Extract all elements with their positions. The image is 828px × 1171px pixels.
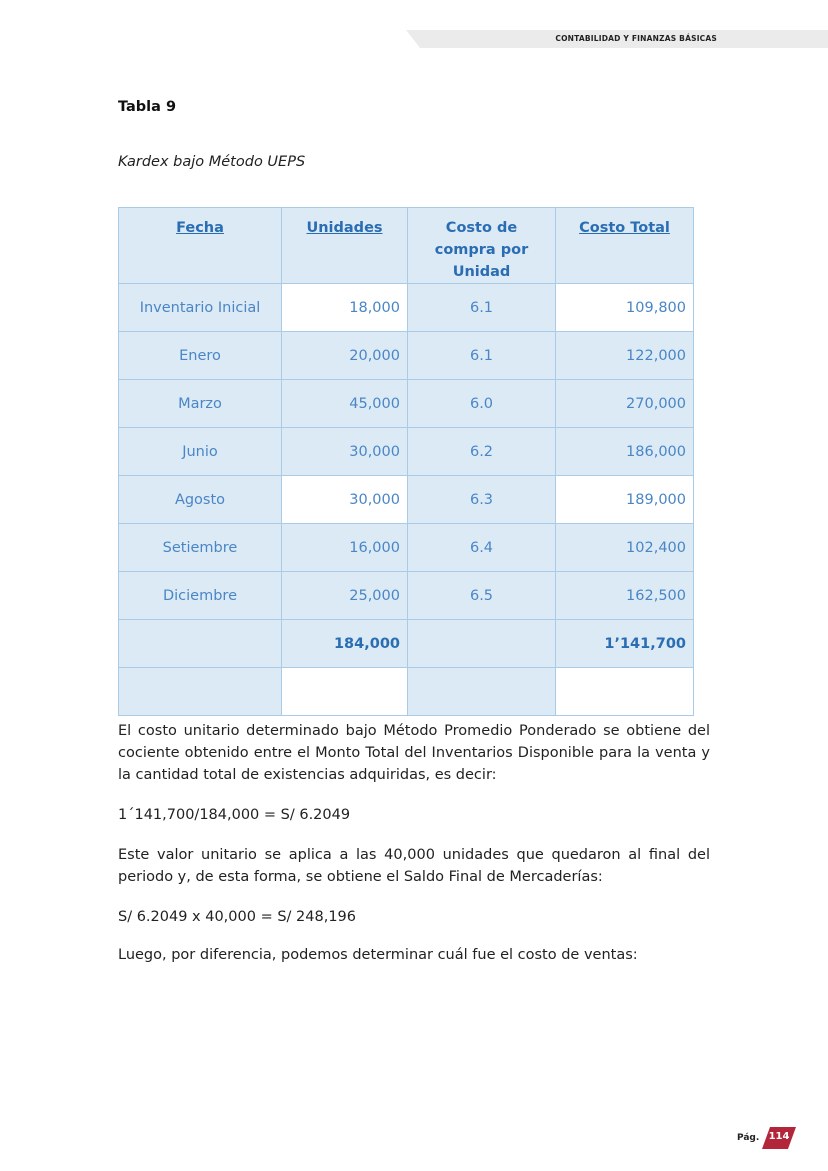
table-row	[119, 428, 694, 476]
cell-unidades: 25,000	[282, 572, 408, 620]
kardex-table	[118, 207, 694, 716]
table-row	[119, 284, 694, 332]
paragraph-cost-of-sales: Luego, por diferencia, podemos determinar cuál fue el costo de ventas:	[118, 947, 638, 963]
cell-total: 109,800	[556, 284, 694, 332]
column-header-costo-total: Costo Total	[556, 208, 694, 284]
cell-fecha: Marzo	[119, 380, 282, 428]
formula-final-balance: S/ 6.2049 x 40,000 = S/ 248,196	[118, 909, 356, 925]
table-row	[119, 572, 694, 620]
cell-total: 186,000	[556, 428, 694, 476]
cell-total: 122,000	[556, 332, 694, 380]
table-totals-row	[119, 620, 694, 668]
cell-total-costo-total: 1’141,700	[556, 620, 694, 668]
table-title: Tabla 9	[118, 99, 177, 115]
cell-costo: 6.5	[408, 572, 556, 620]
cell-empty	[119, 668, 282, 716]
page-label: Pág.	[737, 1133, 760, 1143]
cell-unidades: 45,000	[282, 380, 408, 428]
column-header-costo-unidad	[408, 208, 556, 284]
table-row	[119, 524, 694, 572]
column-header-fecha: Fecha	[119, 208, 282, 284]
table-row	[119, 476, 694, 524]
cell-costo: 6.1	[408, 284, 556, 332]
paragraph-unit-value: Este valor unitario se aplica a las 40,000 unidades que quedaron al final del periodo y, de esta forma, se obtiene el Saldo Final de Mercaderías:	[118, 847, 710, 885]
cell-fecha: Junio	[119, 428, 282, 476]
cell-total-fecha	[119, 620, 282, 668]
cell-unidades: 30,000	[282, 476, 408, 524]
cell-costo: 6.0	[408, 380, 556, 428]
table-row	[119, 380, 694, 428]
cell-total: 102,400	[556, 524, 694, 572]
column-header-costo-label: Costo de compra por Unidad	[434, 220, 529, 280]
cell-fecha: Setiembre	[119, 524, 282, 572]
page-number: 114	[768, 1131, 790, 1142]
cell-costo: 6.1	[408, 332, 556, 380]
table-empty-row	[119, 668, 694, 716]
cell-empty	[408, 668, 556, 716]
cell-unidades: 18,000	[282, 284, 408, 332]
table-header-row	[119, 208, 694, 284]
column-header-unidades: Unidades	[282, 208, 408, 284]
cell-empty	[282, 668, 408, 716]
cell-costo: 6.4	[408, 524, 556, 572]
cell-fecha: Inventario Inicial	[119, 284, 282, 332]
cell-total: 162,500	[556, 572, 694, 620]
cell-total-costo	[408, 620, 556, 668]
formula-unit-cost: 1´141,700/184,000 = S/ 6.2049	[118, 807, 351, 823]
cell-total-unidades: 184,000	[282, 620, 408, 668]
cell-empty	[556, 668, 694, 716]
header-title: CONTABILIDAD Y FINANZAS BÁSICAS	[555, 34, 717, 43]
table-caption: Kardex bajo Método UEPS	[118, 154, 306, 170]
cell-costo: 6.3	[408, 476, 556, 524]
cell-fecha: Diciembre	[119, 572, 282, 620]
cell-unidades: 16,000	[282, 524, 408, 572]
paragraph-explanation: El costo unitario determinado bajo Método Promedio Ponderado se obtiene del cociente obtenido entre el Monto Total del Inventarios Disponible para la venta y la cantidad total de existencias adquiridas, es decir:	[118, 723, 710, 783]
cell-total: 270,000	[556, 380, 694, 428]
cell-total: 189,000	[556, 476, 694, 524]
cell-unidades: 30,000	[282, 428, 408, 476]
cell-fecha: Agosto	[119, 476, 282, 524]
table-row	[119, 332, 694, 380]
cell-unidades: 20,000	[282, 332, 408, 380]
cell-fecha: Enero	[119, 332, 282, 380]
cell-costo: 6.2	[408, 428, 556, 476]
